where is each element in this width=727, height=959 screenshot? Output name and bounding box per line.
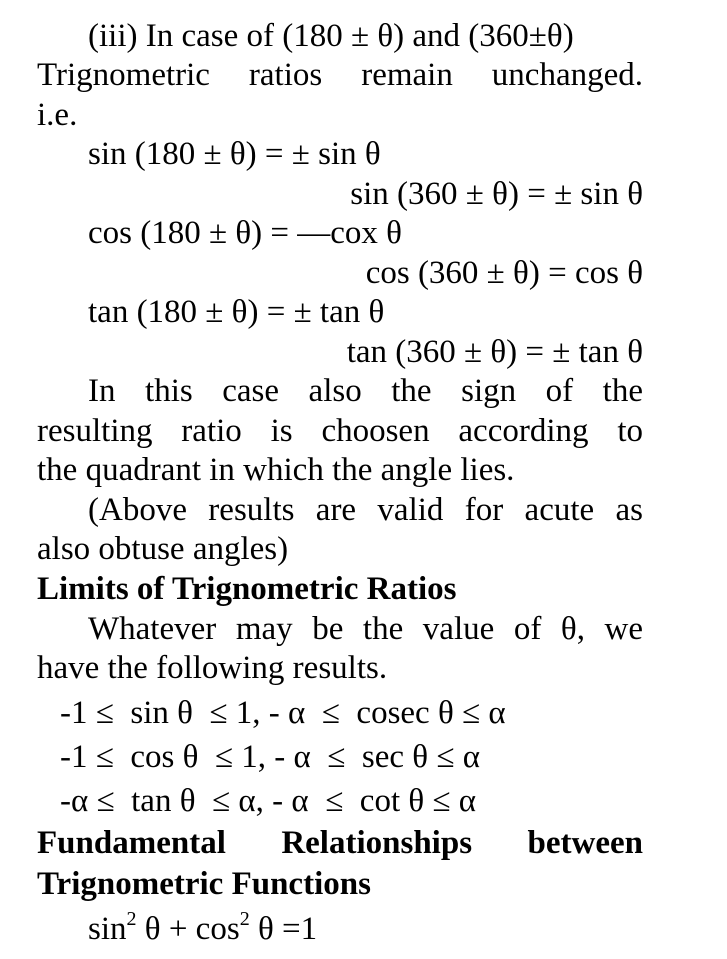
formula-tan-180: tan (180 ± θ) = ± tan θ xyxy=(88,294,385,330)
formula-sin-180: sin (180 ± θ) = ± sin θ xyxy=(88,136,381,172)
eq-exponent-2: 2 xyxy=(239,908,250,930)
eq-exponent-1: 2 xyxy=(126,908,137,930)
text-line-above-results: (Above results are valid for acute as xyxy=(88,492,643,528)
eq-mid: θ + cos xyxy=(136,911,240,947)
heading-limits: Limits of Trignometric Ratios xyxy=(37,571,457,607)
formula-tan-360: tan (360 ± θ) = ± tan θ xyxy=(346,334,643,370)
formula-pythagorean xyxy=(88,910,643,949)
heading-fundamental: Fundamental Relationships between xyxy=(37,825,643,861)
limit-tan-cot: -α ≤ tan θ ≤ α, - α ≤ cot θ ≤ α xyxy=(60,783,477,819)
limit-sin-cosec: -1 ≤ sin θ ≤ 1, - α ≤ cosec θ ≤ α xyxy=(60,695,506,731)
heading-fundamental-cont: Trignometric Functions xyxy=(37,866,371,902)
text-line-resulting-ratio: resulting ratio is choosen according to xyxy=(37,413,643,449)
eq-sin: sin xyxy=(88,911,127,947)
text-line-whatever: Whatever may be the value of θ, we xyxy=(88,611,643,647)
formula-cos-360: cos (360 ± θ) = cos θ xyxy=(365,255,643,291)
text-line-case-iii: (iii) In case of (180 ± θ) and (360±θ) xyxy=(88,18,574,54)
eq-end: θ =1 xyxy=(249,911,318,947)
text-line-following-results: have the following results. xyxy=(37,650,388,686)
formula-sin-360: sin (360 ± θ) = ± sin θ xyxy=(350,176,643,212)
text-line-ratios-unchanged: Trignometric ratios remain unchanged. xyxy=(37,57,643,93)
formula-cos-180: cos (180 ± θ) = —cox θ xyxy=(88,215,402,251)
text-line-obtuse-angles: also obtuse angles) xyxy=(37,531,289,567)
text-line-ie: i.e. xyxy=(37,97,78,133)
text-line-sign-case: In this case also the sign of the xyxy=(88,373,643,409)
text-line-quadrant: the quadrant in which the angle lies. xyxy=(37,452,515,488)
limit-cos-sec: -1 ≤ cos θ ≤ 1, - α ≤ sec θ ≤ α xyxy=(60,739,480,775)
